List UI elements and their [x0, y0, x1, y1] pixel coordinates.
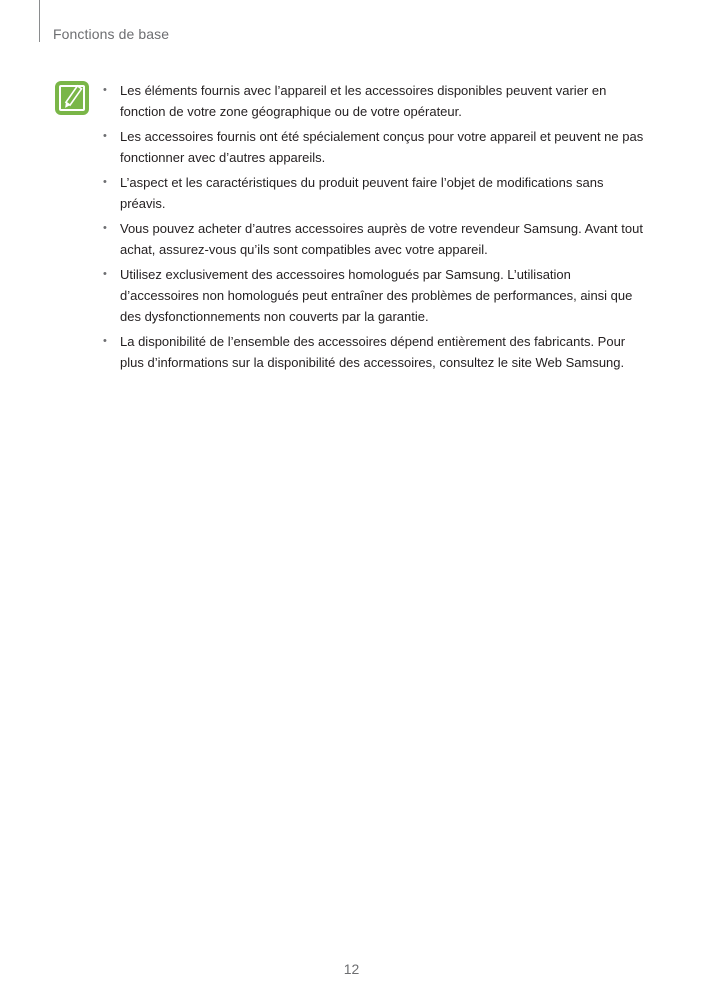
header-divider	[39, 0, 40, 42]
bullet: •	[103, 222, 107, 234]
note-pencil-icon	[54, 80, 90, 116]
bullet: •	[103, 335, 107, 347]
page-number: 12	[343, 961, 360, 977]
note-text: L’aspect et les caractéristiques du produit peuvent faire l’objet de modifications sans préavis.	[120, 175, 604, 211]
bullet: •	[103, 130, 107, 142]
bullet: •	[103, 176, 107, 188]
page-header-title: Fonctions de base	[53, 26, 170, 42]
list-item	[100, 331, 652, 373]
note-text: Vous pouvez acheter d’autres accessoires auprès de votre revendeur Samsung. Avant tout achat, assurez-vous qu’ils sont compatibles avec votre appareil.	[120, 221, 643, 257]
list-item	[100, 264, 652, 327]
list-item	[100, 80, 652, 122]
note-text: Utilisez exclusivement des accessoires homologués par Samsung. L’utilisation d’accessoires non homologués peut entraîner des problèmes de performances, ainsi que des dysfonctionnements non couverts par la garantie.	[120, 267, 633, 324]
list-item	[100, 218, 652, 260]
note-text: La disponibilité de l’ensemble des accessoires dépend entièrement des fabricants. Pour plus d’informations sur la disponibilité des accessoires, consultez le site Web Samsung.	[120, 334, 626, 370]
list-item	[100, 172, 652, 214]
note-list	[100, 80, 652, 377]
bullet: •	[103, 84, 107, 96]
note-text: Les accessoires fournis ont été spécialement conçus pour votre appareil et peuvent ne pas fonctionner avec d’autres appareils.	[120, 129, 644, 165]
list-item	[100, 126, 652, 168]
note-text: Les éléments fournis avec l’appareil et les accessoires disponibles peuvent varier en fonction de votre zone géographique ou de votre opérateur.	[120, 83, 607, 119]
bullet: •	[103, 268, 107, 280]
